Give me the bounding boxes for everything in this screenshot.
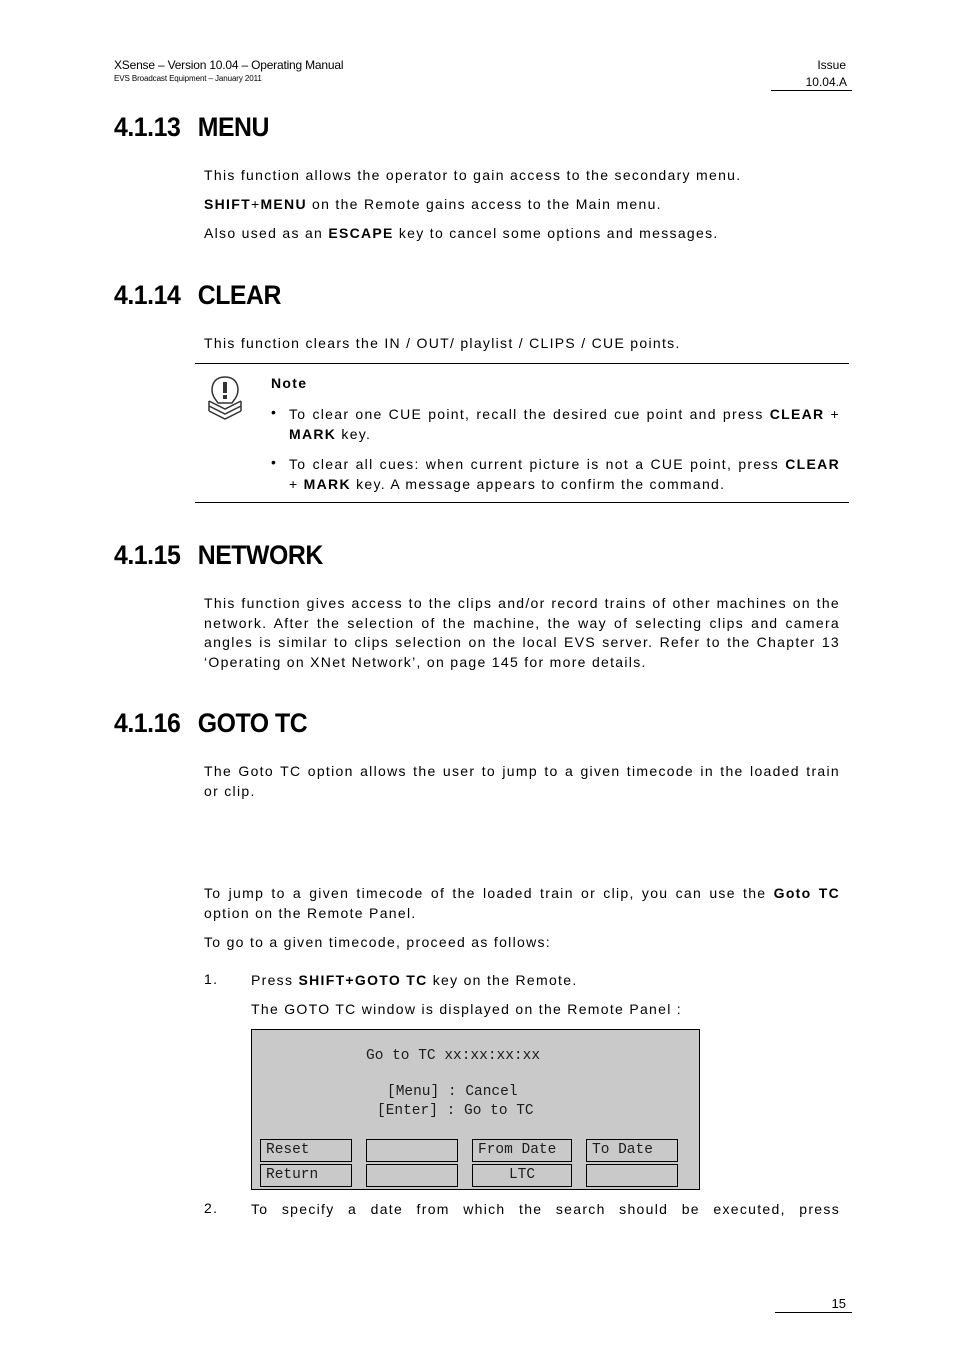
page-number: 15	[831, 1296, 846, 1311]
section-number: 4.1.14	[114, 280, 181, 310]
step-1-pre: Press	[251, 972, 299, 988]
section-number: 4.1.15	[114, 540, 181, 570]
note-bullet-2-pre: To clear all cues: when current picture is not a CUE point, press	[289, 456, 786, 472]
key-menu: MENU	[260, 196, 307, 212]
key-shift: SHIFT	[204, 196, 251, 212]
note-bullet-1-rest: key.	[336, 426, 372, 442]
panel-line-menu: [Menu] : Cancel	[387, 1084, 518, 1100]
section-heading-clear	[114, 280, 281, 311]
key-shift-goto-tc: SHIFT+GOTO TC	[298, 972, 428, 988]
f3-bottom-key: LTC	[472, 1164, 572, 1187]
note-bullet-1	[289, 404, 840, 444]
f1-top-key: Reset	[260, 1139, 352, 1162]
f3-top-key: From Date	[472, 1139, 572, 1162]
section-title: CLEAR	[197, 280, 281, 310]
bullet-icon: •	[271, 404, 276, 420]
note-bullet-2	[289, 454, 840, 494]
plus-sign: +	[824, 406, 840, 422]
f2-top-key	[366, 1139, 458, 1162]
step-2-number: 2.	[204, 1200, 219, 1216]
plus-sign: +	[250, 196, 261, 212]
issue-label: Issue	[817, 58, 846, 72]
plus-sign: +	[289, 476, 304, 492]
note-title: Note	[271, 375, 308, 391]
section-number: 4.1.16	[114, 708, 181, 738]
section-number: 4.1.13	[114, 112, 181, 142]
section-title: NETWORK	[197, 540, 323, 570]
section-title: MENU	[197, 112, 270, 142]
menu-paragraph-1: This function allows the operator to gain access to the secondary menu.	[204, 167, 742, 183]
menu-paragraph-3	[204, 224, 840, 244]
note-bullet-1-pre: To clear one CUE point, recall the desired cue point and press	[289, 406, 770, 422]
step-2-text: To specify a date from which the search should be executed, press	[251, 1201, 840, 1217]
goto-paragraph-1: The Goto TC option allows the user to jump to a given timecode in the loaded train or clip.	[204, 763, 840, 799]
goto-paragraph-2-pre: To jump to a given timecode of the loaded train or clip, you can use the	[204, 885, 774, 901]
menu-paragraph-3-rest: key to cancel some options and messages.	[393, 225, 719, 241]
footer-rule	[775, 1312, 852, 1313]
panel-line-enter: [Enter] : Go to TC	[377, 1103, 534, 1119]
key-escape: ESCAPE	[328, 225, 394, 241]
step-1-rest: key on the Remote.	[427, 972, 578, 988]
f4-bottom-key	[586, 1164, 678, 1187]
remote-panel-display	[251, 1029, 700, 1190]
goto-paragraph-2	[204, 884, 840, 923]
note-bottom-rule	[195, 502, 849, 503]
f1-bottom-key: Return	[260, 1164, 352, 1187]
note-bullet-2-rest: key. A message appears to confirm the command.	[350, 476, 726, 492]
note-icon	[205, 375, 245, 423]
menu-paragraph-2-rest: on the Remote gains access to the Main menu.	[306, 196, 662, 212]
step-1-subtext: The GOTO TC window is displayed on the Remote Panel :	[251, 1001, 682, 1017]
note-top-rule	[195, 363, 849, 364]
section-title: GOTO TC	[197, 708, 308, 738]
panel-line-goto: Go to TC xx:xx:xx:xx	[366, 1048, 541, 1064]
key-clear: CLEAR	[769, 406, 825, 422]
section-heading-network	[114, 540, 323, 571]
menu-paragraph-3-pre: Also used as an	[204, 225, 329, 241]
key-clear: CLEAR	[785, 456, 840, 472]
issue-number: 10.04.A	[805, 75, 847, 89]
menu-paragraph-2	[204, 195, 840, 215]
goto-paragraph-3: To go to a given timecode, proceed as follows:	[204, 934, 551, 950]
section-heading-menu	[114, 112, 269, 143]
step-1-number: 1.	[204, 971, 219, 987]
bullet-icon: •	[271, 454, 276, 470]
clear-paragraph-1: This function clears the IN / OUT/ playlist / CLIPS / CUE points.	[204, 335, 681, 351]
step-1-text	[251, 971, 840, 991]
key-goto-tc: Goto TC	[773, 885, 840, 901]
f4-top-key: To Date	[586, 1139, 678, 1162]
goto-paragraph-2-rest: option on the Remote Panel.	[204, 904, 417, 921]
document-subtitle: EVS Broadcast Equipment – January 2011	[114, 74, 262, 83]
header-rule	[771, 90, 852, 91]
section-heading-goto-tc	[114, 708, 307, 739]
f2-bottom-key	[366, 1164, 458, 1187]
key-mark: MARK	[303, 476, 351, 492]
document-title: XSense – Version 10.04 – Operating Manual	[114, 58, 344, 72]
key-mark: MARK	[289, 426, 337, 442]
network-paragraph-1: This function gives access to the clips and/or record trains of other machines on the network. After the selection of the machine, the way of selecting clips and camera angles is similar to clips selection on the local EVS server. Refer to the Chapter 13 ‘Operating on XNet Network’, on page 145 for more details.	[204, 595, 840, 670]
